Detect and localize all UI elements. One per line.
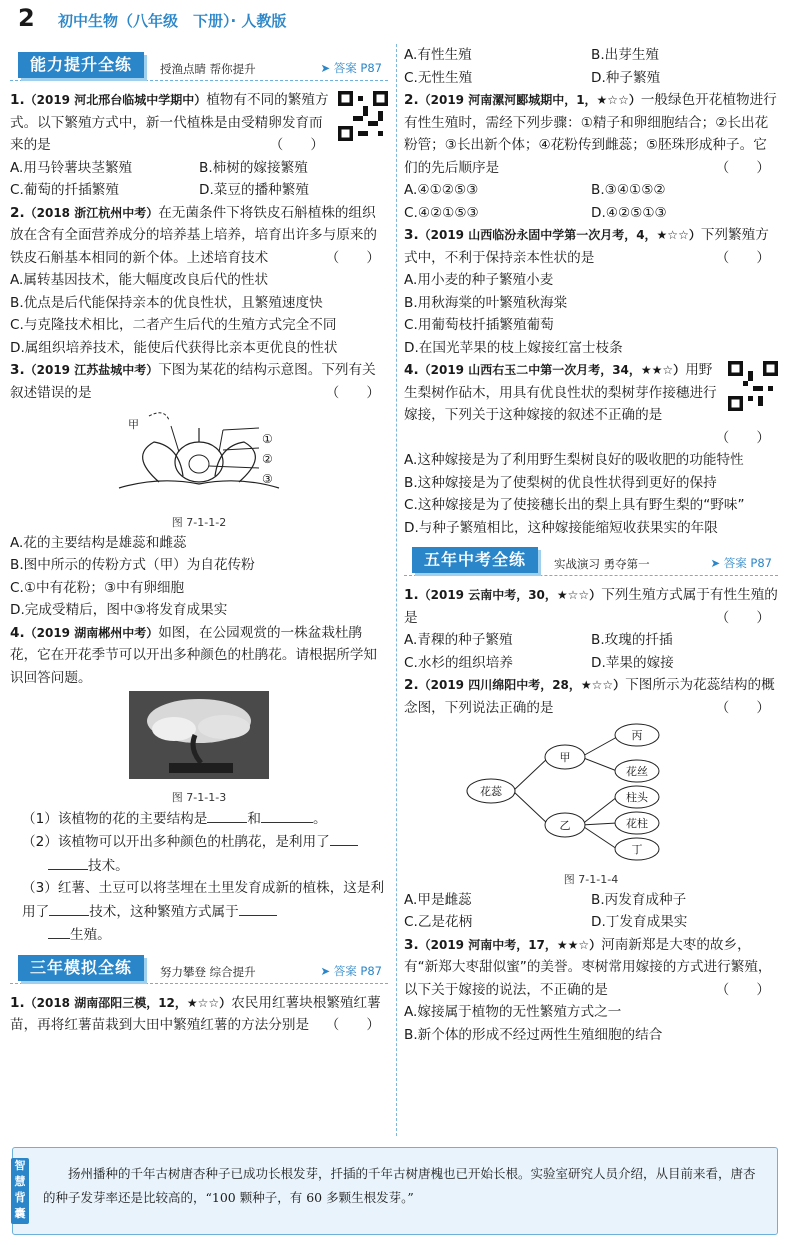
stamen-concept-map — [404, 721, 778, 869]
azalea-bonsai-image — [129, 691, 269, 779]
page-header — [0, 0, 790, 38]
option: A.属转基因技术，能大幅度改良后代的性状 — [10, 272, 269, 288]
node-zhutou: 柱头 — [626, 791, 648, 804]
sub-question-2: （2）该植物可以开出多种颜色的杜鹃花，是利用了 技术。 — [22, 830, 388, 877]
question-5: 1.（2018 湖南邵阳三模，12，★☆☆）农民用红薯块根繁殖红薯苗，再将红薯苗栽到大田中繁殖红薯的方法分别是 （ ） — [10, 994, 381, 1033]
option: B.柿树的嫁接繁殖 — [199, 159, 308, 176]
question-4: 4.（2019 湖南郴州中考）如图，在公园观赏的一株盆栽杜鹃花，它在开花季节可以开出多种颜色的杜鹃花。请根据所学知识回答问题。 图 7-1-1-3 （1）该植物的花的主要结构是 和 。 （2）该植物可以开出多种颜色的杜鹃花，是利用了 技术。 （3）红薯、土豆可以将茎埋在土里发育成新的植株，这是利用了 技术，这种繁殖方式属于 生殖。 — [10, 622, 388, 947]
option: C.④②①⑤③ — [404, 204, 479, 221]
wisdom-text: 扬州播种的千年古树唐杏种子已成功长根发芽，扦插的千年古树唐槐也已开始长根。实验室研究人员介绍，从目前来看，唐杏的种子发芽率还是比较高的，“100 颗种子，有 60 多颗生根发芽。” — [43, 1166, 756, 1205]
section-header-five-year — [404, 545, 778, 576]
option: B.玫瑰的扦插 — [591, 632, 673, 648]
option: C.无性生殖 — [404, 69, 473, 86]
node-huasi: 花丝 — [626, 765, 648, 778]
label-3: ③ — [262, 471, 273, 486]
option: B.这种嫁接是为了使梨树的优良性状得到更好的保持 — [404, 474, 717, 491]
node-huazhu: 花柱 — [626, 817, 648, 830]
option: D.与种子繁殖相比，这种嫁接能缩短收获果实的年限 — [404, 519, 718, 536]
section-title: 五年中考全练 — [412, 547, 538, 573]
section-title: 能力提升全练 — [18, 52, 144, 78]
concept-map-figure — [451, 721, 731, 861]
book-title: 初中生物（八年级 下册）· 人教版 — [58, 12, 287, 30]
page-number: 2 — [18, 4, 35, 32]
node-root: 花蕊 — [480, 785, 502, 798]
answer-ref: ➤ 答案 P87 — [320, 963, 382, 978]
question-10: 2.（2019 四川绵阳中考，28，★☆☆）下图所示为花蕊结构的概念图，下列说法正确的是 （ ） 花蕊 甲 乙 丙 花丝 柱头 花柱 丁 图 7-1-1-4 A.甲是雌蕊 B.丙发育成种子 C.乙是花柄 D.丁发育成果实 — [404, 674, 778, 934]
option: D.在国光苹果的枝上嫁接红富士枝条 — [404, 339, 623, 356]
option: C.与克隆技术相比，二者产生后代的生殖方式完全不同 — [10, 317, 337, 333]
wisdom-box — [12, 1147, 778, 1235]
question-11: 3.（2019 河南中考，17，★★☆）河南新郑是大枣的故乡，有“新郑大枣甜似蜜”的美誉。枣树常用嫁接的方式进行繁殖，以下关于嫁接的说法，不正确的是 （ ） A.嫁接属于植物的无性繁殖方式之一 B.新个体的形成不经过两性生殖细胞的结合 — [404, 934, 778, 1047]
section-subtitle: 授渔点睛 帮你提升 — [160, 62, 256, 76]
option: D.菜豆的播种繁殖 — [199, 182, 309, 198]
option: D.属组织培养技术，能使后代获得比亲本更优良的性状 — [10, 339, 338, 356]
option: C.用葡萄枝扦插繁殖葡萄 — [404, 317, 554, 333]
section-title: 三年模拟全练 — [18, 955, 144, 981]
sub-question-3: （3）红薯、土豆可以将茎埋在土里发育成新的植株，这是利用了 技术，这种繁殖方式属于 生殖。 — [22, 880, 385, 943]
sub-question-1: （1）该植物的花的主要结构是 和 。 — [22, 807, 388, 831]
option: B.优点是后代能保持亲本的优良性状，且繁殖速度快 — [10, 294, 323, 311]
option: B.图中所示的传粉方式（甲）为自花传粉 — [10, 557, 255, 573]
option: A.甲是雌蕊 — [404, 891, 472, 908]
option: D.丁发育成果实 — [591, 914, 688, 930]
option: C.水杉的组织培养 — [404, 654, 513, 671]
option: D.完成受精后，图中③将发育成果实 — [10, 602, 228, 618]
bonsai-photo — [10, 691, 388, 787]
question-1: 1.（2019 河北邢台临城中学期中）植物有不同的繁殖方式。以下繁殖方式中，新一代植株是由受精卵发育而来的是 （ ） A.用马铃薯块茎繁殖 B.柿树的嫁接繁殖 C.葡萄的扦插繁殖 D.菜豆的播种繁殖 — [10, 89, 388, 202]
option: D.种子繁殖 — [591, 69, 661, 86]
column-divider — [396, 44, 397, 1136]
send-icon: ➤ — [320, 963, 334, 978]
answer-ref: ➤ 答案 P87 — [320, 61, 382, 75]
option: C.乙是花柄 — [404, 914, 473, 930]
question-3: 3.（2019 江苏盐城中考）下图为某花的结构示意图。下列有关叙述错误的是 （ ） 甲 ① ② ③ 图 7-1-1-2 A.花的主要结构是雄蕊和雌蕊 B.图中所示的传粉方式（甲）为自花传粉 C.①中有花粉；③中有卵细胞 D.完成受精后，图中③将发育成果实 — [10, 359, 388, 622]
label-2: ② — [262, 451, 273, 466]
option: B.用秋海棠的叶繁殖秋海棠 — [404, 294, 568, 311]
label-1: ① — [262, 431, 273, 446]
node-jia: 甲 — [559, 751, 571, 764]
figure-caption: 图 7-1-1-2 — [171, 515, 227, 529]
figure-caption: 图 7-1-1-4 — [563, 872, 619, 886]
section-subtitle: 努力攀登 综合提升 — [160, 964, 256, 979]
send-icon: ➤ — [710, 556, 724, 570]
option: B.新个体的形成不经过两性生殖细胞的结合 — [404, 1026, 663, 1043]
qr-code-icon — [728, 361, 778, 411]
qr-code-icon — [338, 91, 388, 141]
section-header-ability — [10, 50, 388, 81]
right-column — [404, 44, 778, 1046]
option: C.①中有花粉；③中有卵细胞 — [10, 579, 185, 596]
option: D.苹果的嫁接 — [591, 654, 674, 671]
option: D.④②⑤①③ — [591, 204, 667, 221]
option: A.④①②⑤③ — [404, 182, 479, 198]
figure-caption: 图 7-1-1-3 — [171, 790, 227, 804]
label-jia: 甲 — [128, 417, 139, 431]
option: B.③④①⑤② — [591, 182, 666, 198]
question-2: 2.（2018 浙江杭州中考）在无菌条件下将铁皮石斛植株的组织放在含有全面营养成分的培养基上培养，培育出许多与原来的铁皮石斛基本相同的新个体。上述培育技术 （ ） A.属转基因技术，能大幅度改良后代的性状 B.优点是后代能保持亲本的优良性状，且繁殖速度快 C.与克隆技术相比，二者产生后代的生殖方式完全不同 D.属组织培养技术，能使后代获得比亲本更优良的性状 — [10, 202, 388, 360]
answer-ref: ➤ 答案 P87 — [710, 556, 772, 570]
option: A.有性生殖 — [404, 47, 472, 63]
wisdom-badge: 智慧背囊 — [11, 1158, 29, 1224]
option: B.出芽生殖 — [591, 47, 660, 63]
option: A.花的主要结构是雄蕊和雌蕊 — [10, 534, 187, 551]
question-6: 2.（2019 河南漯河郾城期中，1，★☆☆）一般绿色开花植物进行有性生殖时，需经下列步骤：①精子和卵细胞结合；②长出花粉管；③长出新个体；④花粉传到雌蕊；⑤胚珠形成种子。它们的先后顺序是 （ ） A.④①②⑤③ B.③④①⑤② C.④②①⑤③ D.④②⑤①③ — [404, 89, 778, 224]
section-subtitle: 实战演习 勇夺第一 — [554, 557, 650, 571]
node-bing: 丙 — [631, 729, 643, 742]
flower-diagram — [10, 406, 388, 512]
left-column — [10, 44, 388, 1037]
option: A.这种嫁接是为了利用野生梨树良好的吸收肥的功能特性 — [404, 452, 744, 468]
question-8: 4.（2019 山西右玉二中第一次月考，34，★★☆）用野生梨树作砧木，用具有优良性状的梨树芽作接穗进行嫁接，下列关于这种嫁接的叙述不正确的是 （ ） A.这种嫁接是为了利用野生梨树良好的吸收肥的功能特性 B.这种嫁接是为了使梨树的优良性状得到更好的保持 C.这种嫁接是为了使接穗长出的梨上具有野生梨的“野味” D.与种子繁殖相比，这种嫁接能缩短收获果实的年限 — [404, 359, 778, 539]
section-header-three-year — [10, 953, 388, 984]
node-yi: 乙 — [559, 819, 571, 832]
option: A.用小麦的种子繁殖小麦 — [404, 272, 554, 288]
send-icon: ➤ — [320, 61, 334, 75]
option: A.青稞的种子繁殖 — [404, 632, 513, 648]
question-5-options — [404, 44, 778, 89]
option: C.葡萄的扦插繁殖 — [10, 182, 119, 198]
option: A.嫁接属于植物的无性繁殖方式之一 — [404, 1004, 622, 1020]
node-ding: 丁 — [631, 843, 643, 856]
question-9: 1.（2019 云南中考，30，★☆☆）下列生殖方式属于有性生殖的是 （ ） A.青稞的种子繁殖 B.玫瑰的扦插 C.水杉的组织培养 D.苹果的嫁接 — [404, 584, 778, 674]
option: A.用马铃薯块茎繁殖 — [10, 159, 133, 176]
option: B.丙发育成种子 — [591, 891, 687, 908]
option: C.这种嫁接是为了使接穗长出的梨上具有野生梨的“野味” — [404, 497, 745, 513]
question-7: 3.（2019 山西临汾永固中学第一次月考，4，★☆☆）下列繁殖方式中，不利于保持亲本性状的是 （ ） A.用小麦的种子繁殖小麦 B.用秋海棠的叶繁殖秋海棠 C.用葡萄枝扦插繁殖葡萄 D.在国光苹果的枝上嫁接红富士枝条 — [404, 224, 778, 359]
